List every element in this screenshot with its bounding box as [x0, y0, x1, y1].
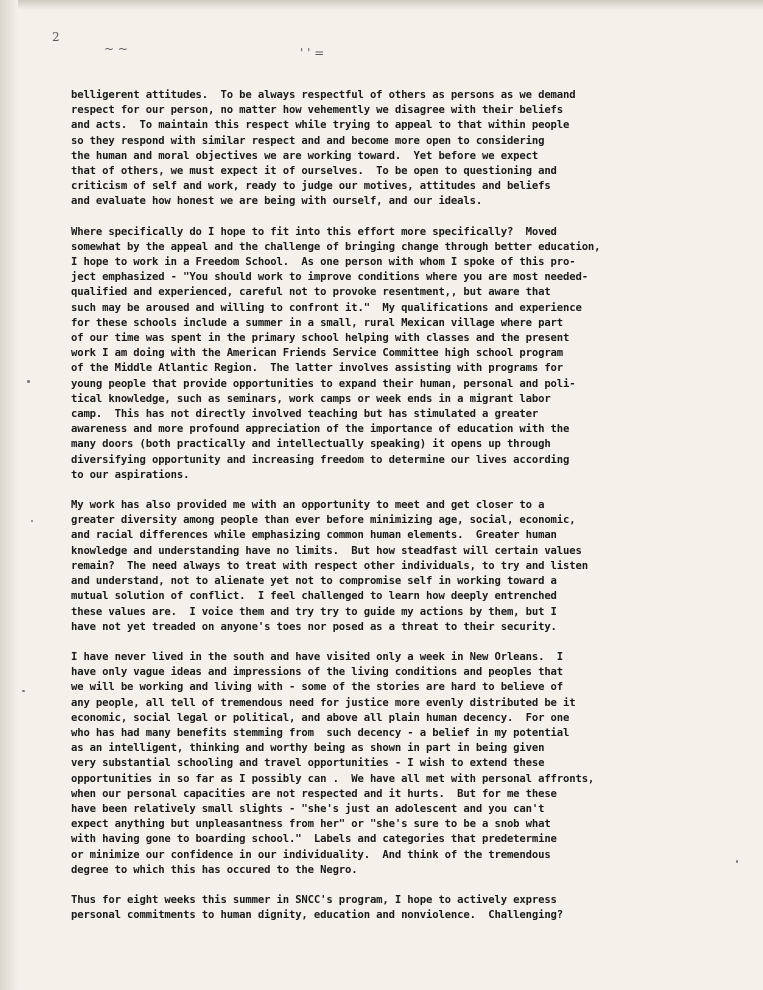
paragraph-4: I have never lived in the south and have visited only a week in New Orleans. I have only vague ideas and impressions of the living conditions and peoples that we will be working and living with - some of the stories are hard to believe of any people, all tell of tremendous need for justice more evenly distributed be it economic, social legal or political, and above all plain human decency. For one who has had many benefits stemming from such decency - a belief in my potential as an intelligent, thinking and worthy being as shown in part in being given very substantial schooling and travel opportunities - I wish to extend these opportunities in so far as I possibly can . We have all met with personal affronts, when our personal capacities are not respected and it hurts. But for me these have been relatively small slights - "she's just an adolescent and you can't expect anything but unpleasantness from her" or "she's sure to be a snob what with having gone to boarding school." Labels and categories that predetermine or minimize our confidence in our individuality. And think of the tremendous degree to which this has occured to the Negro.	[71, 650, 595, 876]
header-mark-left: 2	[52, 30, 60, 44]
paragraph-3: My work has also provided me with an opportunity to meet and get closer to a greater diversity among people than ever before minimizing age, social, economic, and racial differences while emphasizing common human elements. Greater human knowledge and understanding have no limits. But how steadfast will certain values remain? The need always to treat with respect other individuals, to try and listen and understand, not to alienate yet not to compromise self in working toward a mutual solution of conflict. I feel challenged to learn how deeply entrenched these values are. I voice them and try try to guide my actions by them, but I have not yet treaded on anyone's toes nor posed as a threat to their security.	[71, 499, 588, 633]
scan-speck	[22, 690, 25, 692]
scan-top-edge	[0, 0, 763, 10]
letter-body	[71, 88, 711, 938]
scan-speck	[736, 860, 738, 863]
scan-left-edge	[0, 0, 18, 990]
scan-speck	[31, 520, 33, 522]
paragraph-1: belligerent attitudes. To be always respectful of others as persons as we demand respect for our person, no matter how vehemently we disagree with their beliefs and acts. To maintain this respect while trying to appeal to that within people so they respond with similar respect and and become more open to considering the human and moral objectives we are working toward. Yet before we expect that of others, we must expect it of ourselves. To be open to questioning and criticism of self and work, ready to judge our motives, attitudes and beliefs and evaluate how honest we are being with ourself, and our ideals.	[71, 89, 576, 208]
header-mark-mid: ~ ~	[104, 42, 128, 56]
header-mark-right: ' ' =	[300, 46, 325, 60]
scan-speck	[27, 380, 30, 383]
paragraph-5: Thus for eight weeks this summer in SNCC's program, I hope to actively express personal commitments to human dignity, education and nonviolence. Challenging?	[71, 893, 564, 922]
paragraph-2: Where specifically do I hope to fit into this effort more specifically? Moved somewhat by the appeal and the challenge of bringing change through better education, I hope to work in a Freedom School. As one person with whom I spoke of this pro- ject emphasized - "You should work to improve conditions where you are most needed- qualified and experienced, careful not to provoke resentment,, but aware that such may be aroused and willing to confront it." My qualifications and experience for these schools include a summer in a small, rural Mexican village where part of our time was spent in the primary school helping with classes and the present work I am doing with the American Friends Service Committee high school program of the Middle Atlantic Region. The latter involves assisting with programs for young people that provide opportunities to expand their human, personal and poli- tical knowledge, such as seminars, work camps or week ends in a migrant labor camp. This has not directly involved teaching but has stimulated a greater awareness and more profound appreciation of the importance of education with the many doors (both practically and intellectually speaking) it opens up through diversifying opportunity and increasing freedom to determine our lives according to our aspirations.	[71, 225, 601, 481]
